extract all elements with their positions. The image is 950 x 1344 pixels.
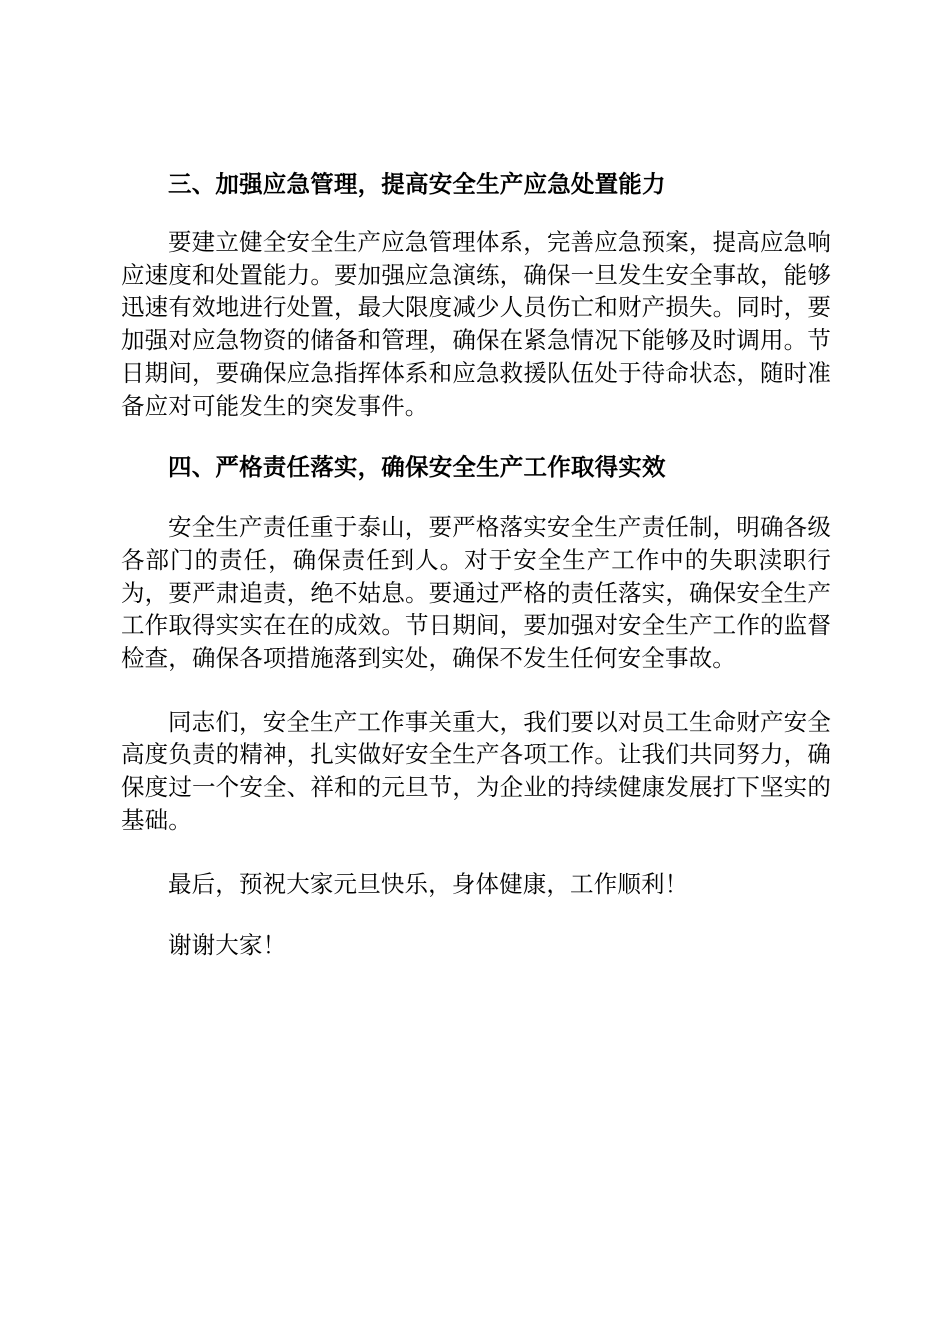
document-page <box>121 168 831 962</box>
section-heading-3: 三、加强应急管理，提高安全生产应急处置能力 <box>168 170 666 198</box>
section-paragraph-3: 要建立健全安全生产应急管理体系，完善应急预案，提高应急响应速度和处置能力。要加强应急演练，确保一旦发生安全事故，能够迅速有效地进行处置，最大限度减少人员伤亡和财产损失。同时，要加强对应急物资的储备和管理，确保在紧急情况下能够及时调用。节日期间，要确保应急指挥体系和应急救援队伍处于待命状态，随时准备应对可能发生的突发事件。 <box>121 228 831 420</box>
section-heading-4: 四、严格责任落实，确保安全生产工作取得实效 <box>168 453 666 482</box>
thanks-line: 谢谢大家！ <box>168 931 287 960</box>
closing-paragraph: 同志们，安全生产工作事关重大，我们要以对员工生命财产安全高度负责的精神，扎实做好安全生产各项工作。让我们共同努力，确保度过一个安全、祥和的元旦节，为企业的持续健康发展打下坚实的基础。 <box>121 707 831 834</box>
section-paragraph-4: 安全生产责任重于泰山，要严格落实安全生产责任制，明确各级各部门的责任，确保责任到人。对于安全生产工作中的失职渎职行为，要严肃追责，绝不姑息。要通过严格的责任落实，确保安全生产工作取得实实在在的成效。节日期间，要加强对安全生产工作的监督检查，确保各项措施落到实处，确保不发生任何安全事故。 <box>121 513 831 673</box>
wishes-line: 最后，预祝大家元旦快乐，身体健康，工作顺利！ <box>168 869 689 898</box>
